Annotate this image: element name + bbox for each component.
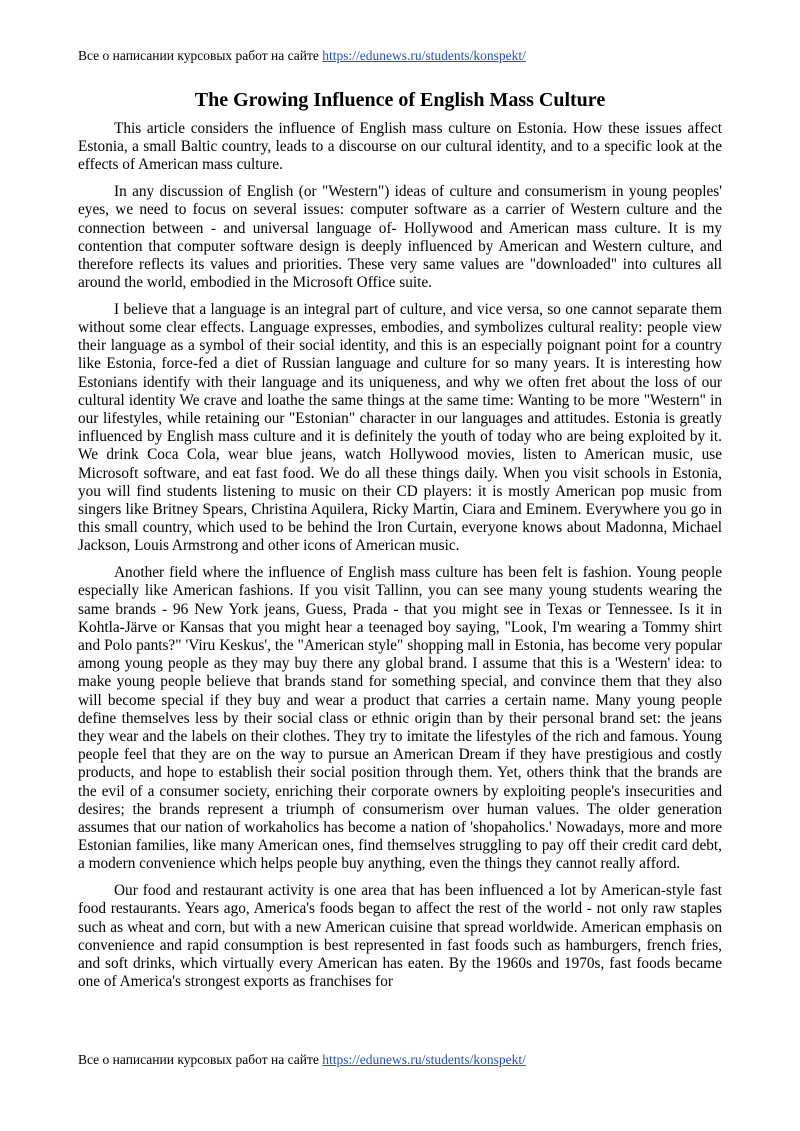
page-footer [78,1052,526,1068]
header-text: Все о написании курсовых работ на сайте [78,48,323,63]
footer-link[interactable]: https://edunews.ru/students/konspekt/ [322,1052,526,1067]
footer-text: Все о написании курсовых работ на сайте [78,1052,323,1067]
article-title: The Growing Influence of English Mass Culture [194,89,606,111]
page-header [78,48,526,64]
header-link[interactable]: https://edunews.ru/students/konspekt/ [322,48,526,63]
paragraph: In any discussion of English (or "Western") ideas of culture and consumerism in young peoples' eyes, we need to focus on several issues: computer software as a carrier of Western culture and the connection between - and universal language of- Hollywood and American mass culture. It is my contention that computer software design is deeply influenced by American and Western culture, and therefore reflects its values and priorities. These very same values are "downloaded" into cultures all around the world, embodied in the Microsoft Office suite. [78,183,722,292]
paragraph: This article considers the influence of English mass culture on Estonia. How these issues affect Estonia, a small Baltic country, leads to a discourse on our cultural identity, and to a specific look at the effects of American mass culture. [78,120,722,174]
paragraph: I believe that a language is an integral part of culture, and vice versa, so one cannot separate them without some clear effects. Language expresses, embodies, and symbolizes cultural reality: people view their language as a symbol of their social identity, and this is an especially poignant point for a country like Estonia, force-fed a diet of Russian language and culture for so many years. It is interesting how Estonians identify with their language and its uniqueness, and why we often fret about the loss of our cultural identity We crave and loathe the same things at the same time: Wanting to be more "Western" in our lifestyles, while retaining our "Estonian" character in our languages and attitudes. Estonia is greatly influenced by English mass culture and it is definitely the youth of today who are being exploited by it. We drink Coca Cola, wear blue jeans, watch Hollywood movies, listen to American music, use Microsoft software, and eat fast food. We do all these things daily. When you visit schools in Estonia, you will find students listening to music on their CD players: it is mostly American pop music from singers like Britney Spears, Christina Aquilera, Ricky Martin, Ciara and Eminem. Everywhere you go in this small country, which used to be behind the Iron Curtain, everyone knows about Madonna, Michael Jackson, Louis Armstrong and other icons of American music. [78,300,722,555]
paragraph: Another field where the influence of English mass culture has been felt is fashion. Young people especially like American fashions. If you visit Tallinn, you can see many young students wearing the same brands - 96 New York jeans, Guess, Prada - that you might see in Texas or Tennessee. Is it in Kohtla-Järve or Kansas that you might hear a teenaged boy saying, "Look, I'm wearing a Tommy shirt and Polo pants?" 'Viru Keskus', the "American style" shopping mall in Estonia, has become very popular among young people as they may buy there any global brand. I assume that this is a 'Western' idea: to make young people believe that brands stand for something special, and convince them that they also will become special if they buy and wear a product that carries a certain name. Many young people define themselves less by their social class or ethnic origin than by their personal brand set: the jeans they wear and the labels on their clothes. They try to imitate the lifestyles of the rich and famous. Young people feel that they are on the way to pursue an American Dream if they have prestigious and costly products, and hope to establish their social position through them. Yet, others think that the brands are the evil of a consumer society, enriching their corporate owners by exploiting people's insecurities and desires; the brands represent a triumph of consumerism over human values. The older generation assumes that our nation of workaholics has become a nation of 'shopaholics.' Nowadays, more and more Estonian families, like many American ones, find themselves struggling to pay off their credit card debt, a modern convenience which helps people buy anything, even the things they cannot really afford. [78,564,722,873]
article-body [78,120,722,1042]
paragraph: Our food and restaurant activity is one area that has been influenced a lot by American-style fast food restaurants. Years ago, America's foods began to affect the rest of the world - not only raw staples such as wheat and corn, but with a new American cuisine that spread worldwide. American emphasis on convenience and rapid consumption is best represented in fast foods such as hamburgers, french fries, and soft drinks, which virtually every American has eaten. By the 1960s and 1970s, fast foods became one of America's strongest exports as franchises for [78,882,722,991]
